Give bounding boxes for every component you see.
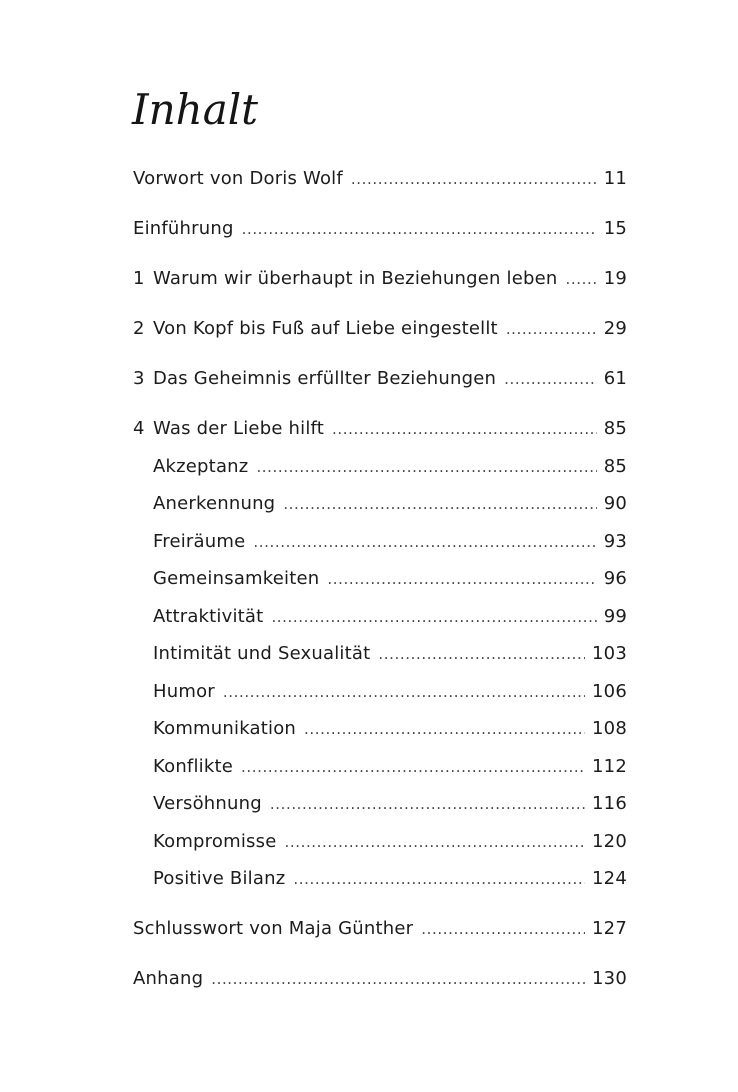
toc-entry-label: Freiräume — [153, 531, 246, 552]
dot-leader — [271, 604, 596, 630]
dot-leader — [242, 216, 597, 242]
toc-entry-page: 99 — [603, 606, 627, 627]
toc-entry-label: Was der Liebe hilft — [153, 418, 325, 439]
toc-entry-chapter-1[interactable] — [133, 266, 627, 292]
toc-entry-chapter-2[interactable] — [133, 316, 627, 342]
dot-leader — [270, 791, 585, 817]
chapter-number: 4 — [133, 418, 145, 439]
toc-subentry-freiraeume[interactable] — [133, 529, 627, 555]
dot-leader — [284, 829, 585, 855]
dot-leader — [504, 366, 597, 392]
toc-entry-label: Konflikte — [153, 756, 234, 777]
toc-entry-chapter-3[interactable] — [133, 366, 627, 392]
toc-subentry-versoehnung[interactable] — [133, 791, 627, 817]
dot-leader — [253, 529, 596, 555]
dot-leader — [327, 566, 596, 592]
dot-leader — [378, 641, 585, 667]
toc-entry-label: Kompromisse — [153, 831, 277, 852]
chapter-number: 1 — [133, 268, 145, 289]
toc-entry-label: Von Kopf bis Fuß auf Liebe eingestellt — [153, 318, 498, 339]
toc-entry-vorwort[interactable] — [133, 166, 627, 192]
toc-entry-page: 19 — [603, 268, 627, 289]
toc-entry-page: 130 — [592, 968, 627, 989]
dot-leader — [566, 266, 597, 292]
dot-leader — [211, 966, 585, 992]
toc-entry-page: 15 — [603, 218, 627, 239]
toc-entry-label: Warum wir überhaupt in Beziehungen leben — [153, 268, 558, 289]
toc-entry-label: Attraktivität — [153, 606, 264, 627]
toc-entry-page: 85 — [603, 456, 627, 477]
toc-entry-label: Versöhnung — [153, 793, 262, 814]
toc-entry-label: Das Geheimnis erfüllter Beziehungen — [153, 368, 497, 389]
toc-entry-label: Positive Bilanz — [153, 868, 286, 889]
toc-subentry-anerkennung[interactable] — [133, 491, 627, 517]
toc-subentry-attraktivitaet[interactable] — [133, 604, 627, 630]
chapter-number: 3 — [133, 368, 145, 389]
dot-leader — [332, 416, 597, 442]
toc-subentry-humor[interactable] — [133, 679, 627, 705]
toc-subentry-kompromisse[interactable] — [133, 829, 627, 855]
toc-entry-label: Akzeptanz — [153, 456, 249, 477]
toc-entry-page: 93 — [603, 531, 627, 552]
toc-entry-page: 90 — [603, 493, 627, 514]
toc-entry-label: Anerkennung — [153, 493, 276, 514]
toc-entry-page: 108 — [592, 718, 627, 739]
toc-entry-page: 127 — [592, 918, 627, 939]
toc-entry-label: Vorwort von Doris Wolf — [133, 168, 343, 189]
toc-entry-page: 61 — [603, 368, 627, 389]
toc-subentry-konflikte[interactable] — [133, 754, 627, 780]
toc-subentry-kommunikation[interactable] — [133, 716, 627, 742]
page-title: Inhalt — [132, 85, 259, 134]
toc-entry-schlusswort[interactable] — [133, 916, 627, 942]
toc-subentry-gemeinsamkeiten[interactable] — [133, 566, 627, 592]
toc-entry-page: 29 — [603, 318, 627, 339]
toc-entry-page: 112 — [592, 756, 627, 777]
dot-leader — [241, 754, 585, 780]
toc-entry-page: 96 — [603, 568, 627, 589]
toc-entry-label: Intimität und Sexualität — [153, 643, 371, 664]
toc-entry-label: Anhang — [133, 968, 204, 989]
dot-leader — [256, 454, 596, 480]
toc-entry-page: 116 — [592, 793, 627, 814]
chapter-number: 2 — [133, 318, 145, 339]
dot-leader — [293, 866, 585, 892]
toc-entry-einfuehrung[interactable] — [133, 216, 627, 242]
toc-entry-page: 103 — [592, 643, 627, 664]
toc-entry-chapter-4[interactable] — [133, 416, 627, 442]
toc-subentry-akzeptanz[interactable] — [133, 454, 627, 480]
toc-entry-page: 11 — [603, 168, 627, 189]
dot-leader — [223, 679, 585, 705]
toc-entry-label: Gemeinsamkeiten — [153, 568, 320, 589]
toc-entry-page: 85 — [603, 418, 627, 439]
toc-entry-page: 120 — [592, 831, 627, 852]
toc-entry-anhang[interactable] — [133, 966, 627, 992]
dot-leader — [283, 491, 596, 517]
toc-entry-label: Humor — [153, 681, 215, 702]
toc-entry-page: 106 — [592, 681, 627, 702]
toc-entry-label: Einführung — [133, 218, 234, 239]
toc-subentry-positive-bilanz[interactable] — [133, 866, 627, 892]
dot-leader — [304, 716, 585, 742]
toc-entry-label: Kommunikation — [153, 718, 297, 739]
toc-entry-page: 124 — [592, 868, 627, 889]
toc-entry-label: Schlusswort von Maja Günther — [133, 918, 414, 939]
dot-leader — [506, 316, 597, 342]
dot-leader — [421, 916, 585, 942]
toc-subentry-intimitaet[interactable] — [133, 641, 627, 667]
dot-leader — [351, 166, 597, 192]
